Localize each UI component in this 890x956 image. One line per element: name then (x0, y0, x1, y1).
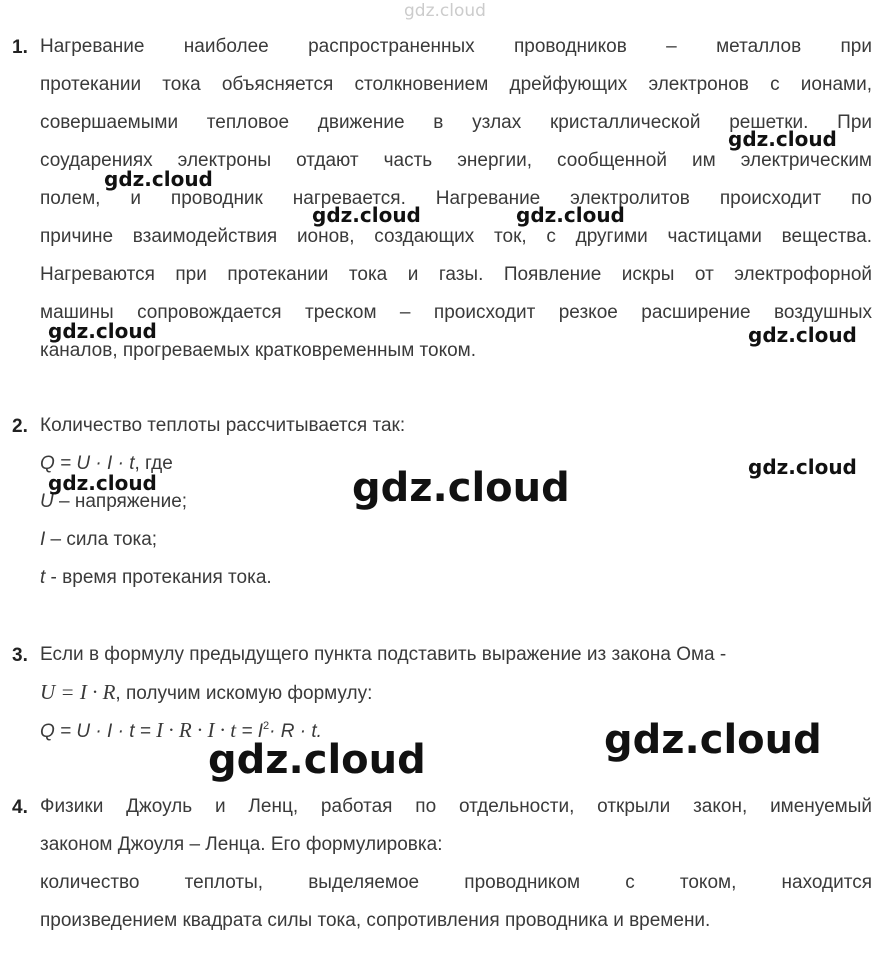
answer-1-line-1: Нагревание наиболее распространенных проводников – металлов при (40, 36, 872, 57)
formula-suffix: , где (134, 453, 173, 474)
answer-1-line-2: протекании тока объясняется столкновением дрейфующих электронов с ионами, (40, 74, 872, 95)
formula-part: Q = U · I · t = (40, 721, 157, 742)
site-header-mark: gdz.cloud (404, 1, 486, 21)
answer-4-line-1: Физики Джоуль и Ленц, работая по отдельности, открыли закон, именуемый (40, 796, 872, 817)
watermark: gdz.cloud (748, 323, 857, 347)
watermark: gdz.cloud (208, 737, 426, 783)
definition-text: – напряжение; (53, 491, 188, 512)
answer-1-line-5: полем, и проводник нагревается. Нагревание электролитов происходит по (40, 188, 872, 209)
formula-exponent: 2 (262, 720, 270, 732)
answer-1-line-8: машины сопровождается треском – происходит резкое расширение воздушных (40, 302, 872, 323)
answer-4-line-4: произведением квадрата силы тока, сопротивления проводника и времени. (40, 910, 711, 931)
formula-part: · R · t. (269, 721, 322, 742)
watermark: gdz.cloud (748, 455, 857, 479)
answer-number: 1. (12, 37, 28, 58)
answer-4-line-3: количество теплоты, выделяемое проводником с током, находится (40, 872, 872, 893)
definition-text: - время протекания тока. (45, 567, 272, 588)
watermark: gdz.cloud (48, 319, 157, 343)
answer-2-intro: Количество теплоты рассчитывается так: (40, 415, 406, 436)
definition-time (40, 559, 272, 597)
answer-1-line-7: Нагреваются при протекании тока и газы. Появление искры от электрофорной (40, 264, 872, 285)
answer-4-line-2: законом Джоуля – Ленца. Его формулировка: (40, 834, 443, 855)
watermark: gdz.cloud (604, 717, 822, 763)
answer-1-line-6: причине взаимодействия ионов, создающих ток, с другими частицами вещества. (40, 226, 872, 247)
formula-part: = I (236, 721, 263, 742)
ohm-law-expression: U = I · R (40, 680, 116, 704)
definition-text: – сила тока; (45, 529, 158, 550)
ohm-law-line (40, 673, 372, 713)
watermark: gdz.cloud (48, 471, 157, 495)
answer-1-line-9: каналов, прогреваемых кратковременным током. (40, 340, 477, 361)
watermark: gdz.cloud (728, 127, 837, 151)
watermark: gdz.cloud (312, 203, 421, 227)
definition-symbol: I (40, 529, 46, 550)
answer-number: 4. (12, 797, 28, 818)
watermark: gdz.cloud (104, 167, 213, 191)
answer-number: 3. (12, 645, 28, 666)
ohm-law-suffix: , получим искомую формулу: (115, 683, 373, 704)
watermark: gdz.cloud (352, 465, 570, 511)
formula-part: I · R · I · t (156, 718, 237, 742)
watermark: gdz.cloud (516, 203, 625, 227)
definition-symbol: t (40, 567, 46, 588)
answer-1-line-3: совершаемыми тепловое движение в узлах кристаллической решетки. При (40, 112, 872, 133)
answer-3-intro: Если в формулу предыдущего пункта подставить выражение из закона Ома - (40, 644, 727, 665)
definition-symbol: U (40, 491, 54, 512)
answer-number: 2. (12, 416, 28, 437)
answer-1-line-4: соударениях электроны отдают часть энергии, сообщенной им электрическим (40, 150, 872, 171)
formula-expression: Q = U · I · t (40, 453, 135, 474)
definition-current (40, 521, 157, 559)
